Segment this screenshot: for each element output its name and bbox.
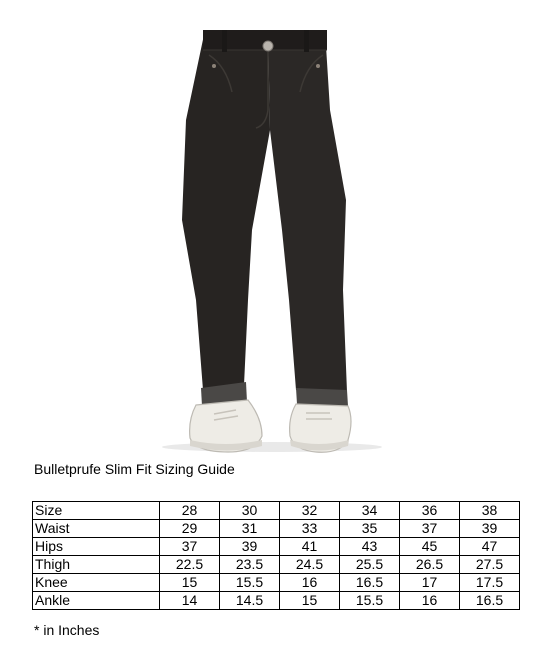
table-cell: 14.5 <box>220 592 280 610</box>
row-label: Waist <box>33 520 160 538</box>
table-cell: 14 <box>160 592 220 610</box>
table-cell: 47 <box>460 538 520 556</box>
table-cell: 32 <box>280 502 340 520</box>
table-cell: 37 <box>160 538 220 556</box>
table-cell: 33 <box>280 520 340 538</box>
table-cell: 35 <box>340 520 400 538</box>
sizing-table <box>32 501 520 610</box>
table-cell: 39 <box>460 520 520 538</box>
table-cell: 26.5 <box>400 556 460 574</box>
row-label: Hips <box>33 538 160 556</box>
table-cell: 36 <box>400 502 460 520</box>
table-cell: 27.5 <box>460 556 520 574</box>
table-row <box>33 538 520 556</box>
table-cell: 43 <box>340 538 400 556</box>
table-row <box>33 556 520 574</box>
jeans-left-leg <box>182 30 270 390</box>
table-cell: 15.5 <box>220 574 280 592</box>
table-row <box>33 574 520 592</box>
table-cell: 34 <box>340 502 400 520</box>
table-cell: 16 <box>400 592 460 610</box>
table-cell: 17 <box>400 574 460 592</box>
table-cell: 16.5 <box>460 592 520 610</box>
table-cell: 15.5 <box>340 592 400 610</box>
table-row <box>33 502 520 520</box>
sizing-guide-title: Bulletprufe Slim Fit Sizing Guide <box>34 461 235 477</box>
table-row <box>33 592 520 610</box>
table-row <box>33 520 520 538</box>
table-cell: 25.5 <box>340 556 400 574</box>
table-cell: 15 <box>280 592 340 610</box>
table-cell: 30 <box>220 502 280 520</box>
row-label: Thigh <box>33 556 160 574</box>
table-cell: 17.5 <box>460 574 520 592</box>
table-cell: 38 <box>460 502 520 520</box>
table-cell: 28 <box>160 502 220 520</box>
table-cell: 41 <box>280 538 340 556</box>
row-label: Size <box>33 502 160 520</box>
table-cell: 45 <box>400 538 460 556</box>
table-cell: 15 <box>160 574 220 592</box>
table-cell: 22.5 <box>160 556 220 574</box>
jeans-right-leg <box>268 30 347 392</box>
table-cell: 31 <box>220 520 280 538</box>
table-cell: 16.5 <box>340 574 400 592</box>
row-label: Ankle <box>33 592 160 610</box>
table-cell: 24.5 <box>280 556 340 574</box>
row-label: Knee <box>33 574 160 592</box>
table-cell: 16 <box>280 574 340 592</box>
table-cell: 37 <box>400 520 460 538</box>
table-cell: 23.5 <box>220 556 280 574</box>
table-cell: 29 <box>160 520 220 538</box>
table-cell: 39 <box>220 538 280 556</box>
units-note: * in Inches <box>34 622 100 638</box>
